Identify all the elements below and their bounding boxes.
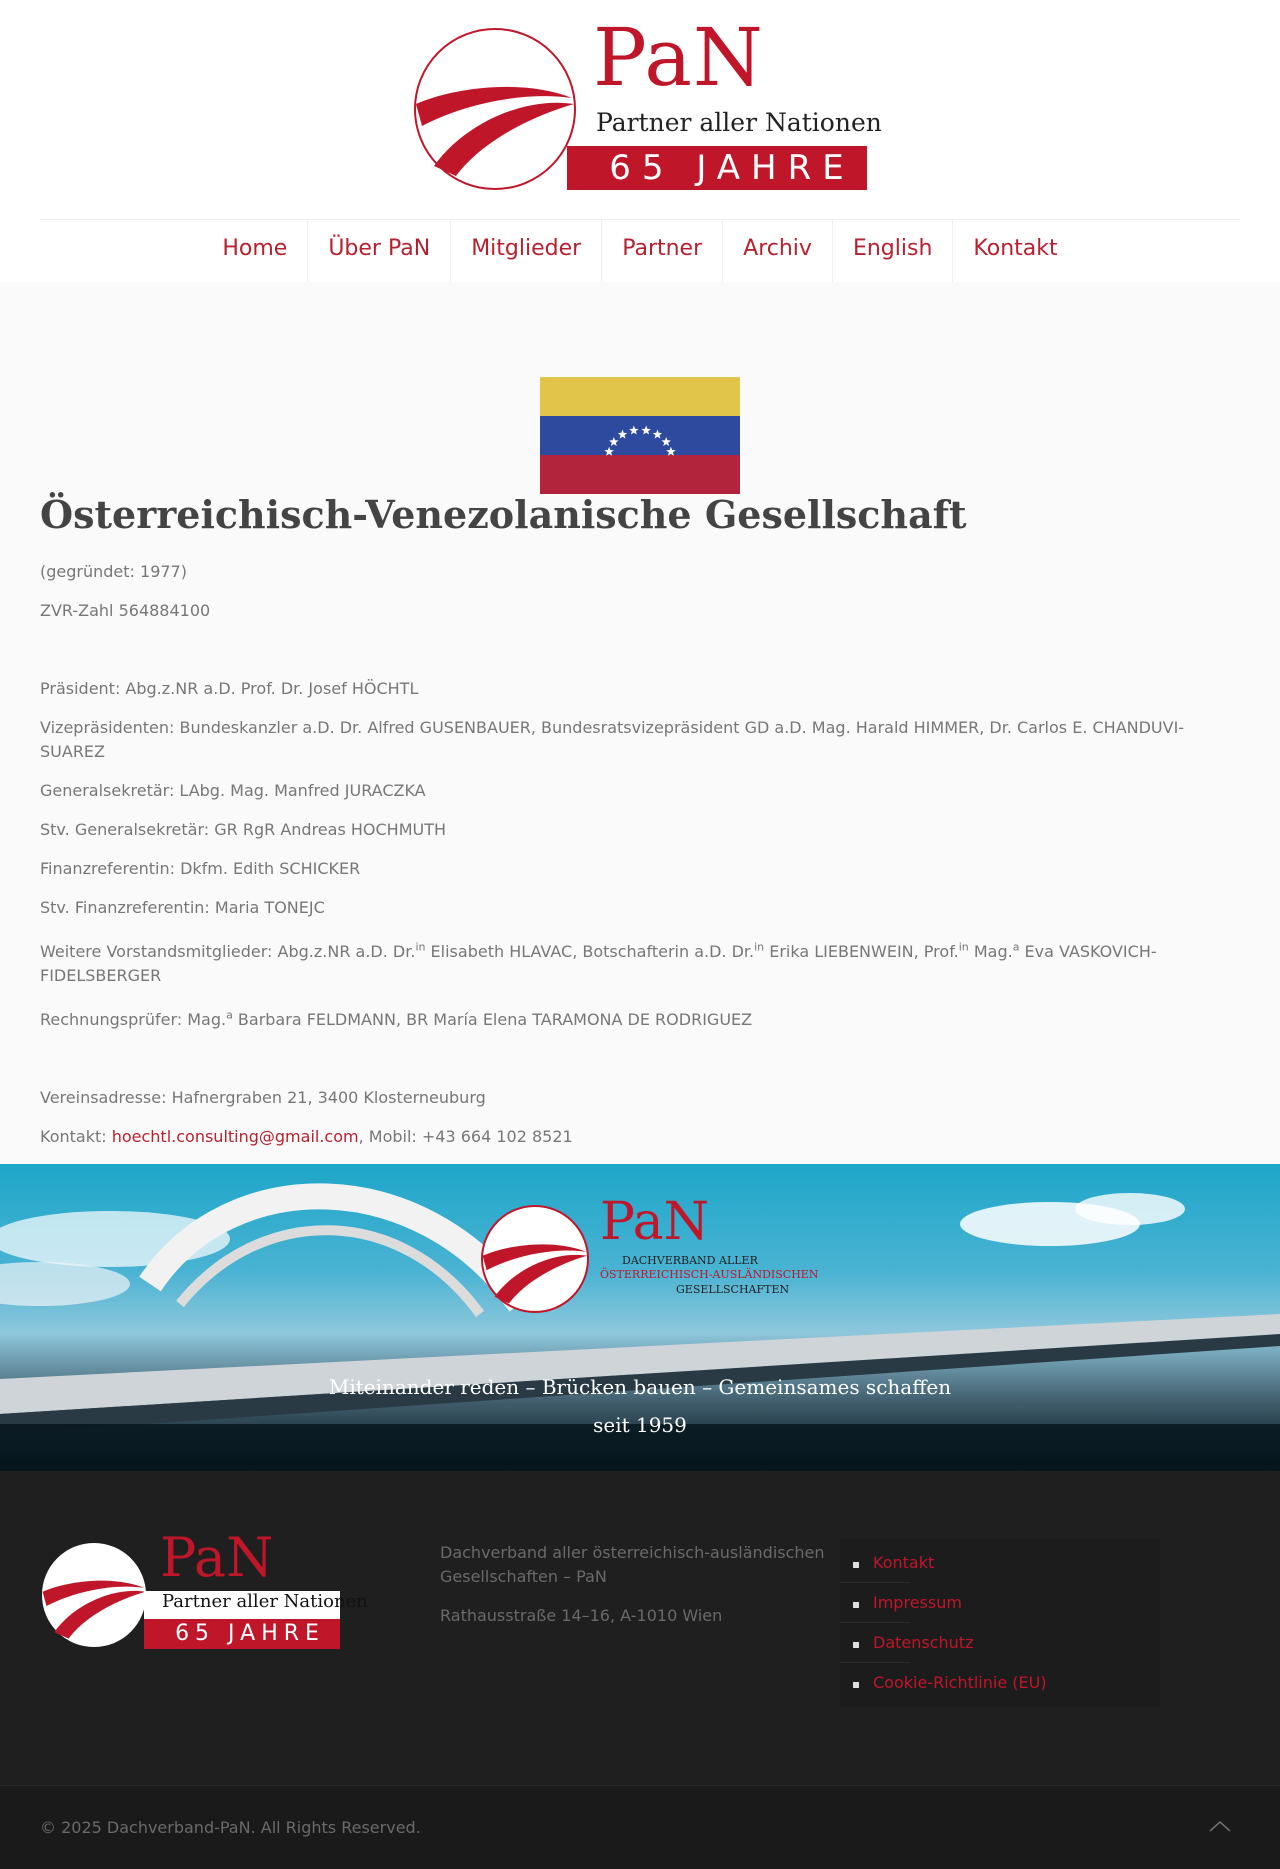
- site-header: [0, 0, 1280, 282]
- zvr-text: ZVR-Zahl 564884100: [40, 601, 211, 620]
- banner-slogan: Miteinander reden – Brücken bauen – Gemeinsames schaffen: [328, 1375, 952, 1399]
- footer-link-kontakt[interactable]: Kontakt: [840, 1543, 1160, 1583]
- kontakt-text: Kontakt: hoechtl.consulting@gmail.com, Mobil: +43 664 102 8521: [40, 1127, 573, 1146]
- footer-logo-band: 65 JAHRE: [144, 1619, 340, 1649]
- vizepraesidenten-text: Vizepräsidenten: Bundeskanzler a.D. Dr. Alfred GUSENBAUER, Bundesratsvizepräsident GD a.D. Mag. Harald HIMMER, Dr. Carlos E. CHANDUVI-SUAREZ: [40, 718, 1185, 761]
- rechnungspruefer-text: Rechnungsprüfer: Mag.$^a$ Barbara FELDMANN, BR María Elena TARAMONA DE RODRIGUEZ: [40, 1008, 753, 1029]
- weitere-vorstandsmitglieder-text: Weitere Vorstandsmitglieder: Abg.z.NR a.D. Dr.$^{in}$ Elisabeth HLAVAC, Botschafterin a.D. Dr.$^{in}$ Erika LIEBENWEIN, Prof.$^{in}$ Mag.$^a$ Eva VASKOVICH-FIDELSBERGER: [40, 940, 1157, 985]
- footer-address: Rathausstraße 14–16, A-1010 Wien: [440, 1606, 723, 1625]
- banner-logo-line3: GESELLSCHAFTEN: [676, 1283, 790, 1296]
- footer-logo-brand: PaN: [160, 1526, 274, 1589]
- stv-generalsekretaer-text: Stv. Generalsekretär: GR RgR Andreas HOCHMUTH: [40, 820, 447, 839]
- page-title: Österreichisch-Venezolanische Gesellschaft: [40, 492, 967, 537]
- footer-org: Dachverband aller österreichisch-ausländischen Gesellschaften – PaN: [440, 1543, 825, 1586]
- logo-emblem-icon: [480, 1204, 590, 1314]
- generalsekretaer-text: Generalsekretär: LAbg. Mag. Manfred JURACZKA: [40, 781, 426, 800]
- stv-finanzreferentin-text: Stv. Finanzreferentin: Maria TONEJC: [40, 898, 325, 917]
- praesident-text: Präsident: Abg.z.NR a.D. Prof. Dr. Josef HÖCHTL: [40, 679, 419, 698]
- main-content: [0, 282, 1280, 1164]
- back-to-top-icon[interactable]: [1206, 1816, 1234, 1836]
- logo-emblem-icon: [412, 26, 578, 192]
- nav-english[interactable]: English: [833, 220, 953, 282]
- nav-ueber-pan[interactable]: Über PaN: [308, 220, 451, 282]
- logo-subtitle: Partner aller Nationen: [596, 108, 882, 137]
- nav-home[interactable]: Home: [202, 220, 308, 282]
- site-logo[interactable]: [412, 11, 882, 192]
- banner-logo: [480, 1192, 819, 1324]
- footer-links: [840, 1539, 1160, 1707]
- banner-since: seit 1959: [593, 1413, 687, 1437]
- footer-link-cookie[interactable]: Cookie-Richtlinie (EU): [840, 1663, 1160, 1703]
- vereinsadresse-text: Vereinsadresse: Hafnergraben 21, 3400 Klosterneuburg: [40, 1088, 486, 1107]
- banner-logo-brand: PaN: [600, 1192, 710, 1252]
- footer-bottom-bar: [0, 1785, 1280, 1869]
- logo-emblem-icon: [40, 1541, 148, 1649]
- nav-archiv[interactable]: Archiv: [723, 220, 833, 282]
- footer-logo[interactable]: [40, 1526, 368, 1651]
- footer-link-datenschutz[interactable]: Datenschutz: [840, 1623, 1160, 1663]
- founded-text: (gegründet: 1977): [40, 562, 187, 581]
- main-nav: [0, 220, 1280, 282]
- venezuela-flag-icon: [540, 377, 740, 494]
- site-footer: [0, 1471, 1280, 1785]
- bridge-banner: [0, 1164, 1280, 1471]
- finanzreferentin-text: Finanzreferentin: Dkfm. Edith SCHICKER: [40, 859, 361, 878]
- banner-logo-line1: DACHVERBAND ALLER: [622, 1254, 758, 1267]
- nav-mitglieder[interactable]: Mitglieder: [451, 220, 602, 282]
- nav-kontakt[interactable]: Kontakt: [973, 236, 1058, 261]
- logo-brand: PaN: [593, 11, 764, 104]
- footer-link-impressum[interactable]: Impressum: [840, 1583, 1160, 1623]
- nav-partner[interactable]: Partner: [602, 220, 723, 282]
- banner-logo-line2: ÖSTERREICHISCH-AUSLÄNDISCHEN: [600, 1268, 819, 1281]
- email-link[interactable]: hoechtl.consulting@gmail.com: [111, 1127, 359, 1146]
- logo-band: 65 JAHRE: [567, 146, 867, 190]
- footer-logo-subtitle: Partner aller Nationen: [162, 1591, 368, 1612]
- copyright-text: © 2025 Dachverband-PaN. All Rights Reserved.: [40, 1818, 421, 1837]
